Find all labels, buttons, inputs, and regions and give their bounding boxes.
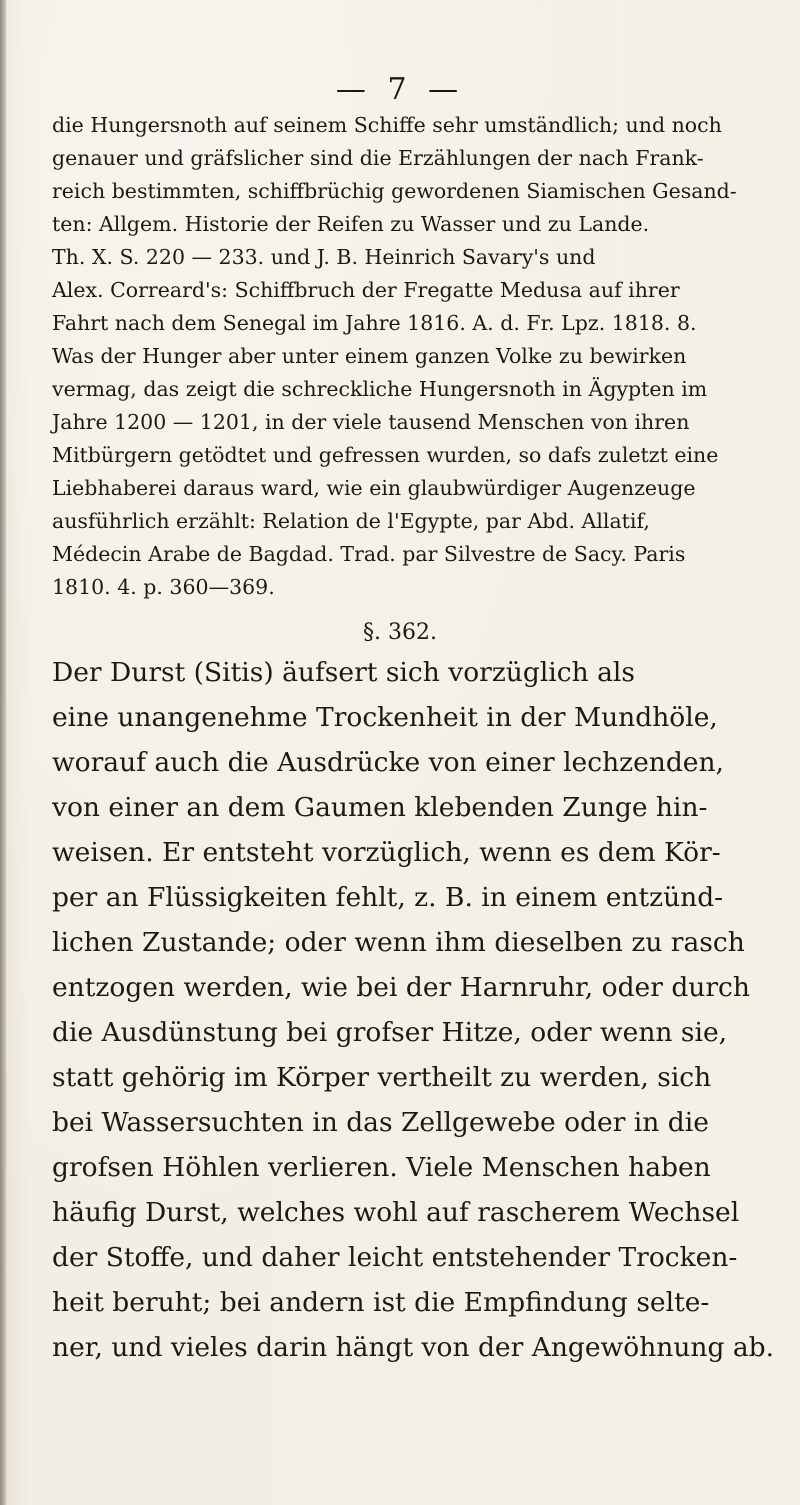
body-line: entzogen werden, wie bei der Harnruhr, oder durch: [52, 972, 750, 1003]
body-line: grofsen Höhlen verlieren. Viele Menschen haben: [52, 1152, 711, 1183]
page-number: — 7 —: [335, 72, 465, 107]
footnote-line: Alex. Correard's: Schiffbruch der Fregatte Medusa auf ihrer: [52, 278, 680, 302]
footnote-line: die Hungersnoth auf seinem Schiffe sehr umständlich; und noch: [52, 113, 722, 137]
footnote-line: Th. X. S. 220 — 233. und J. B. Heinrich Savary's und: [52, 245, 596, 269]
footnote-line: Mitbürgern getödtet und gefressen wurden, so dafs zuletzt eine: [52, 443, 719, 467]
body-line: die Ausdünstung bei grofser Hitze, oder wenn sie,: [52, 1017, 728, 1048]
footnote-line: 1810. 4. p. 360—369.: [52, 575, 275, 599]
footnote-line: ten: Allgem. Historie der Reifen zu Wasser und zu Lande.: [52, 212, 650, 236]
body-line: bei Wassersuchten in das Zellgewebe oder in die: [52, 1107, 709, 1138]
footnote-line: Jahre 1200 — 1201, in der viele tausend Menschen von ihren: [52, 410, 690, 434]
body-line: Der Durst (Sitis) äufsert sich vorzüglich als: [52, 657, 635, 688]
body-line: eine unangenehme Trockenheit in der Mundhöle,: [52, 702, 718, 733]
body-line: lichen Zustande; oder wenn ihm dieselben zu rasch: [52, 927, 745, 958]
footnote-line: reich bestimmten, schiffbrüchig gewordenen Siamischen Gesand-: [52, 179, 737, 203]
body-line: per an Flüssigkeiten fehlt, z. B. in einem entzünd-: [52, 882, 724, 913]
footnote-line: Fahrt nach dem Senegal im Jahre 1816. A. d. Fr. Lpz. 1818. 8.: [52, 311, 697, 335]
footnote-line: Médecin Arabe de Bagdad. Trad. par Silvestre de Sacy. Paris: [52, 542, 686, 566]
footnote-line: Liebhaberei daraus ward, wie ein glaubwürdiger Augenzeuge: [52, 476, 696, 500]
body-line: heit beruht; bei andern ist die Empfindung selte-: [52, 1287, 710, 1318]
footnote-line: vermag, das zeigt die schreckliche Hungersnoth in Ägypten im: [52, 377, 708, 401]
body-line: worauf auch die Ausdrücke von einer lechzenden,: [52, 747, 724, 778]
body-line: ner, und vieles darin hängt von der Angewöhnung ab.: [52, 1332, 775, 1363]
body-line: von einer an dem Gaumen klebenden Zunge hin-: [52, 792, 708, 823]
section-mark: §. 362.: [363, 620, 437, 645]
body-line: statt gehörig im Körper vertheilt zu werden, sich: [52, 1062, 712, 1093]
footnote-line: Was der Hunger aber unter einem ganzen Volke zu bewirken: [52, 344, 687, 368]
body-line: weisen. Er entsteht vorzüglich, wenn es dem Kör-: [52, 837, 721, 868]
page-spine-edge: [0, 0, 6, 1505]
footnote-line: ausführlich erzählt: Relation de l'Egypte, par Abd. Allatif,: [52, 509, 650, 533]
body-line: der Stoffe, und daher leicht entstehender Trocken-: [52, 1242, 738, 1273]
footnote-line: genauer und gräfslicher sind die Erzählungen der nach Frank-: [52, 146, 704, 170]
body-line: häufig Durst, welches wohl auf rascherem Wechsel: [52, 1197, 740, 1228]
